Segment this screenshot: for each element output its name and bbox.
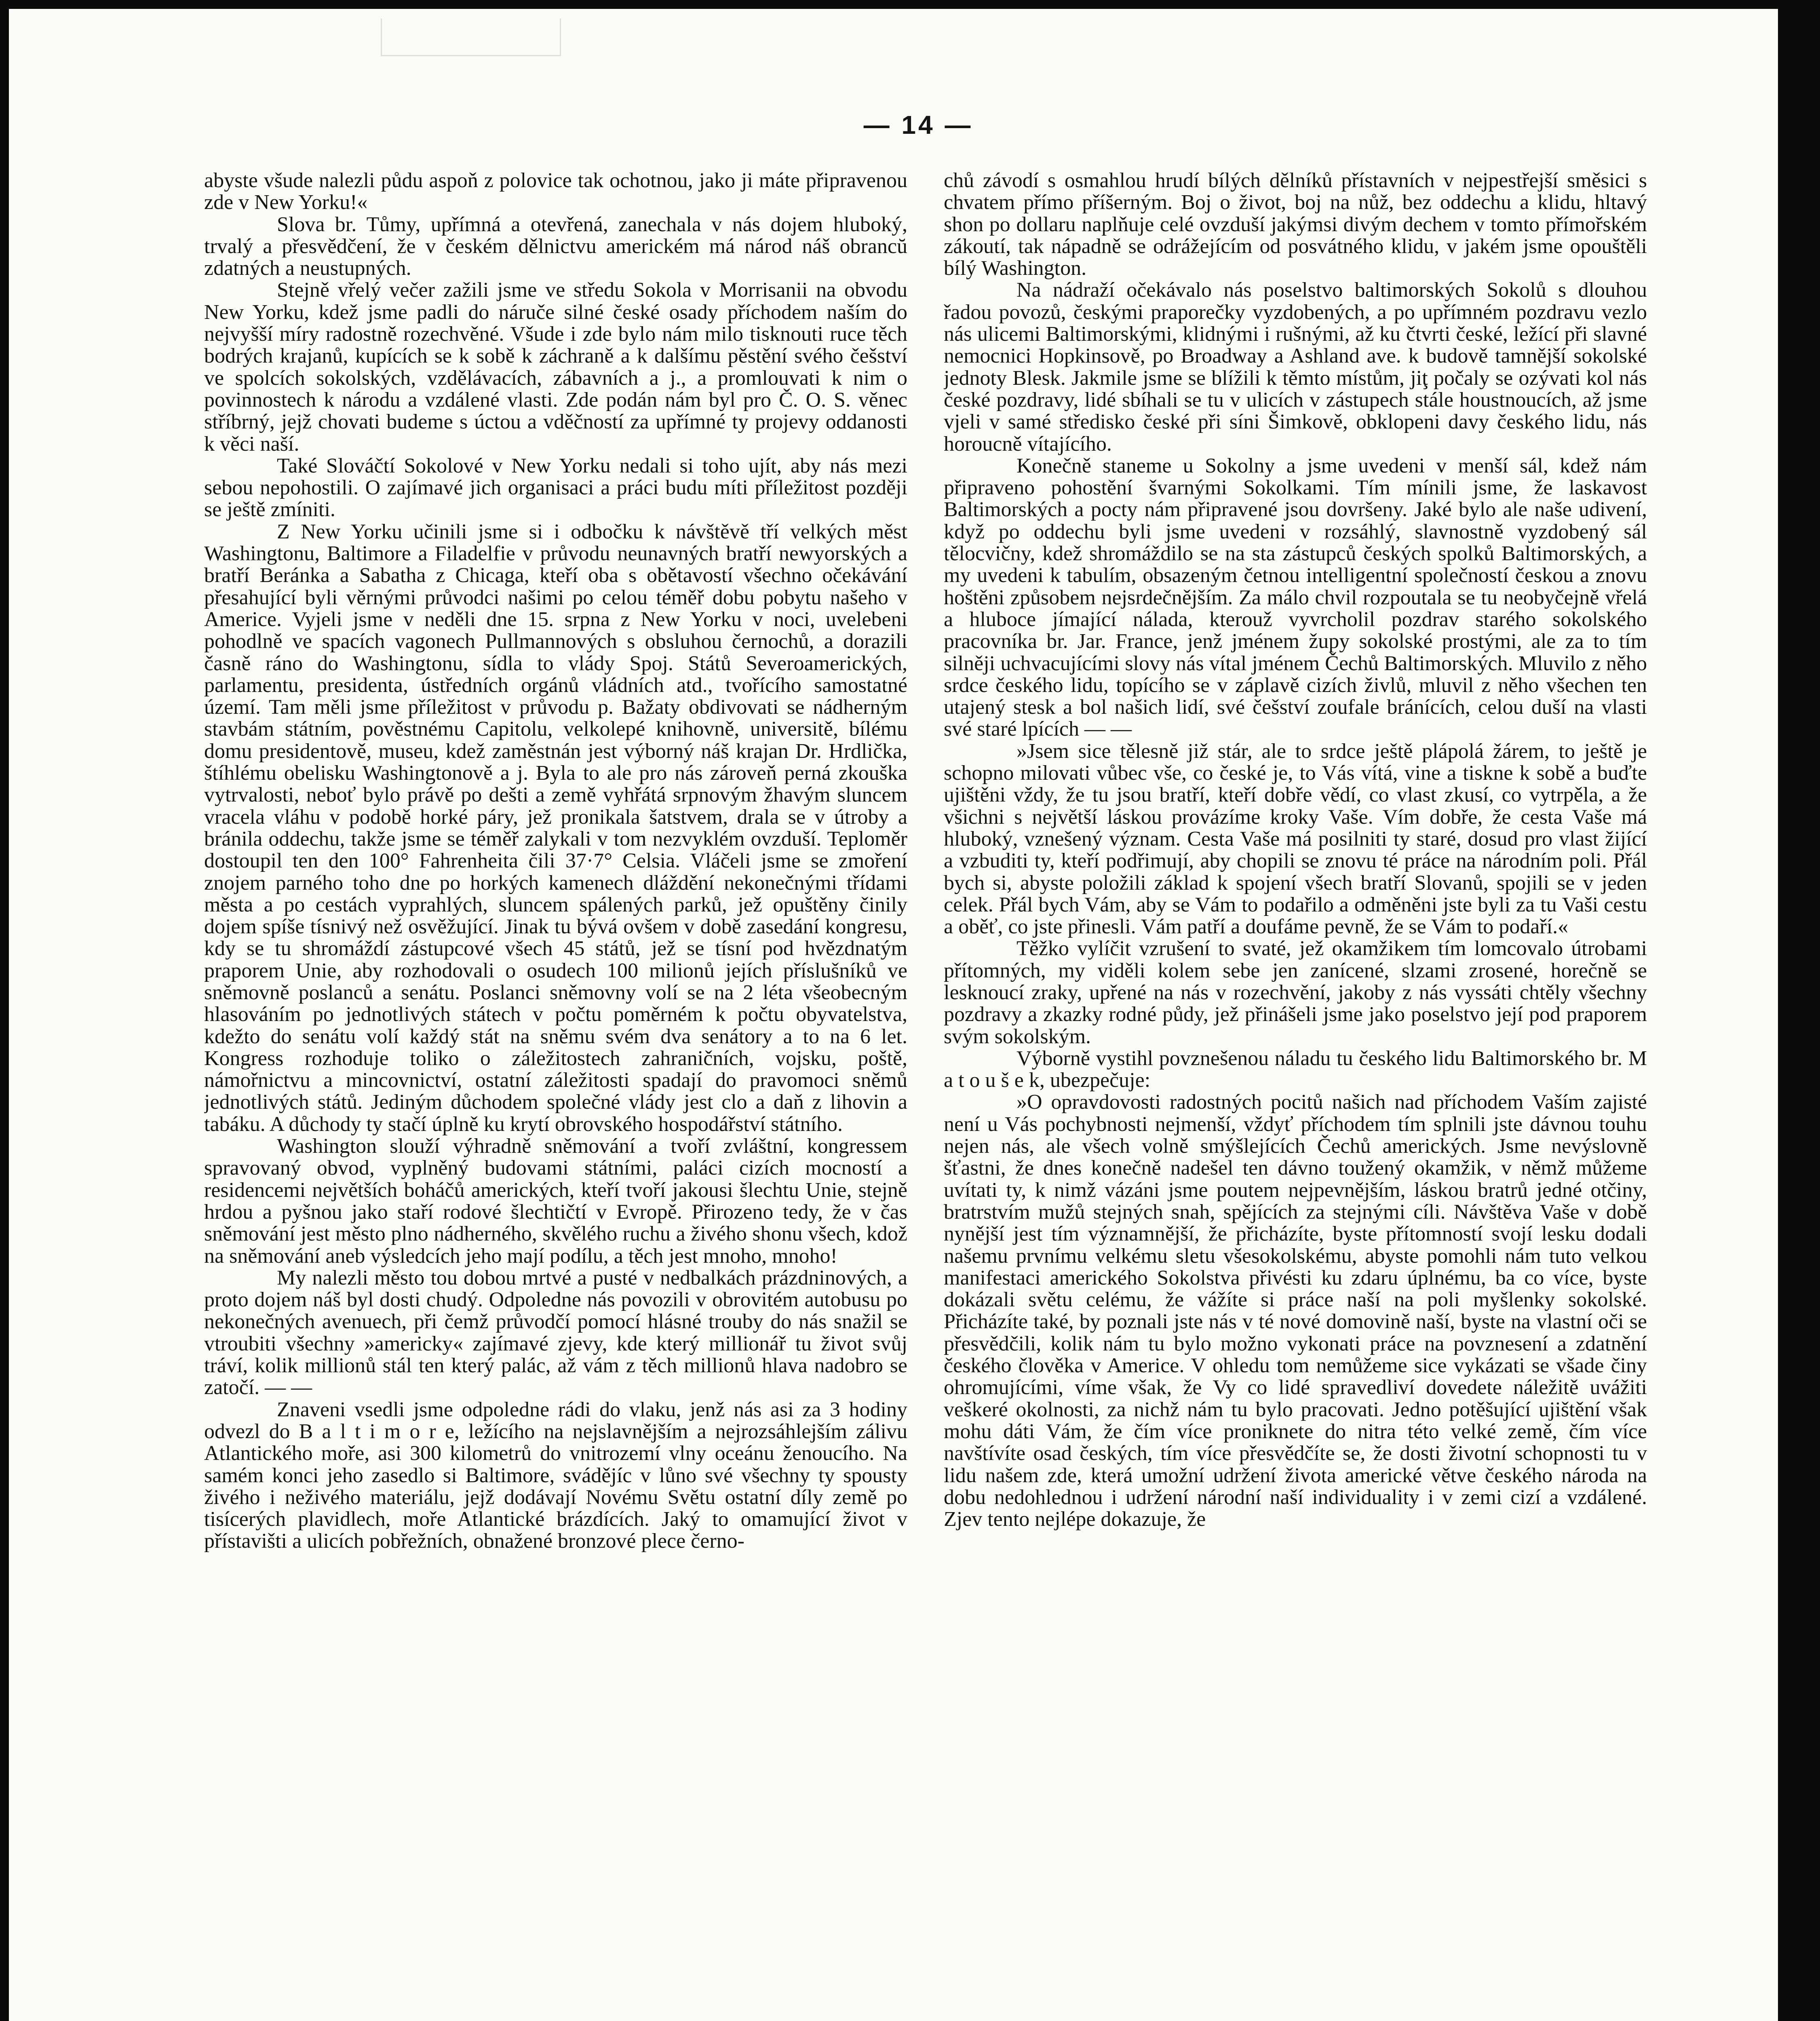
paragraph: »O opravdovosti radostných pocitů našich nad příchodem Vaším zajisté není u Vás pochybnosti nejmenší, vždyť příchodem tím splnili jste dávnou touhu nejen nás, ale všech volně smýšlejících Čechů amerických. Jsme nevýslovně šťastni, že dnes konečně nadešel ten dávno toužený okamžik, v němž můžeme uvítati ty, k nimž vázáni jsme poutem nejpevnějším, láskou bratrů jedné otčiny, bratrstvím mužů stejných snah, spějících za stejnými cíli. Návštěva Vaše v době nynější jest tím významnější, že přicházíte, byste přítomností svojí lesku dodali našemu prvnímu velkému sletu všesokolskému, abyste pomohli nám tuto velkou manifestaci amerického Sokolstva přivésti ku zdaru úplnému, ba co více, byste dokázali světu celému, že vážíte si práce naší na poli myšlenky sokolské. Přicházíte také, by poznali jste nás v té nové domovině naší, byste na vlastní oči se přesvědčili, kolik nám tu bylo možno vykonati práce na povznesení a zdatnění českého člověka v Americe. V ohledu tom nemůžeme sice vykázati se všade činy ohromujícími, víme však, že Vy co lidé spravedliví dovedete náležitě uvážiti veškeré okolnosti, za nichž nám tu bylo pracovati. Jedno potěšující ujištění však mohu dáti Vám, že čím více proniknete do nitra této velké země, čím více navštívíte osad českých, tím více přesvědčíte se, že dosti životní schopnosti tu v lidu našem zde, která umožní udržení života americké větve českého národa na dobu nedohlednou i udržení národní naší individuality i v zemi cizí a vzdálené. Zjev tento nejlépe dokazuje, že [944, 1091, 1647, 1531]
paragraph: chů závodí s osmahlou hrudí bílých dělníků přístavních v nejpestřejší směsici s chvatem přímo příšerným. Boj o život, boj na nůž, bez oddechu a klidu, hltavý shon po dollaru naplňuje celé ovzduší jakýmsi divým dechem v tomto přímořském zákoutí, tak nápadně se odrážejícím od posvátného klidu, v jakém jsme opouštěli bílý Washington. [944, 170, 1647, 280]
paragraph: »Jsem sice tělesně již stár, ale to srdce ještě plápolá žárem, to ještě je schopno milovati vůbec vše, co české je, to Vás vítá, vine a tiskne k sobě a buďte ujištěni vždy, že tu jsou bratří, kteří dobře vědí, co vlast zkusí, co vytrpěla, a že všichni s největší láskou provázíme kroky Vaše. Vím dobře, že cesta Vaše má hluboký, vznešený význam. Cesta Vaše má posilniti ty staré, dosud pro vlast žijící a vzbuditi ty, kteří podřimují, aby chopili se znovu té práce na národním poli. Přál bych si, abyste položili základ k spojení všech bratří Slovanů, spojili se v jeden celek. Přál bych Vám, aby se Vám to podařilo a odměněni jste byli za tu Vaši cestu a oběť, co jste přinesli. Vám patří a doufáme pevně, že se Vám to podaří.« [944, 739, 1647, 939]
scan-smudge-mark [381, 19, 561, 56]
paragraph: Slova br. Tůmy, upřímná a otevřená, zanechala v nás dojem hluboký, trvalý a přesvědčení, že v českém dělnictvu americkém má národ náš obrancŭ zdatných a neustupných. [204, 213, 907, 280]
paragraph: abyste všude nalezli půdu aspoň z polovice tak ochotnou, jako ji máte připravenou zde v New Yorku!« [204, 170, 907, 214]
left-column [204, 170, 907, 2021]
paragraph: Těžko vylíčit vzrušení to svaté, jež okamžikem tím lomcovalo útrobami přítomných, my viděli kolem sebe jen zanícené, slzami zrosené, horečně se lesknoucí zraky, upřené na nás v rozechvění, jakoby z nás vyssáti chtěly všechny pozdravy a zkazky rodné půdy, jež přinášeli jsme jako poselstvo její pod praporem svým sokolským. [944, 937, 1647, 1048]
paragraph: Znaveni vsedli jsme odpoledne rádi do vlaku, jenž nás asi za 3 hodiny odvezl do B a l t i m o r e, ležícího na nejslavnějším a nejrozsáhlejším zálivu Atlantického moře, asi 300 kilometrů do vnitrozemí vlny oceánu ženoucího. Na samém konci jeho zasedlo si Baltimore, svádějíc v lůno své všechny ty spousty živého i neživého materiálu, jejž dodávají Novému Světu ostatní díly země po tisícerých plavidlech, moře Atlantické brázdících. Jaký to omamující život v přístavišti a ulicích pobřežních, obnažené bronzové plece černo- [204, 1398, 907, 1553]
paragraph: Washington slouží výhradně sněmování a tvoří zvláštní, kongressem spravovaný obvod, vyplněný budovami státními, paláci cizích mocností a residencemi největších boháčů amerických, kteří tvoří jakousi šlechtu Unie, stejně hrdou a pyšnou jako staří rodové šlechtičtí v Evropě. Přirozeno tedy, že v čas sněmování jest město plno nádherného, skvělého ruchu a živého shonu všech, kdož na sněmování aneb výsledcích jeho mají podílu, a těch jest mnoho, mnoho! [204, 1135, 907, 1268]
paragraph: Stejně vřelý večer zažili jsme ve středu Sokola v Morrisanii na obvodu New Yorku, kdež jsme padli do náruče silné české osady příchodem naším do nejvyšší míry radostně rozechvěné. Všude i zde bylo nám milo tisknouti ruce těch bodrých krajanů, kupících se k sobě k záchraně a k dalšímu pěstění svého češství ve spolcích sokolských, vzdělávacích, zábavních a j., a promlouvati k nim o povinnostech k národu a vzdálené vlasti. Zde podán nám byl pro Č. O. S. věnec stříbrný, jejž chovati budeme s úctou a vděčností za upřímné ty projevy oddanosti k věci naší. [204, 278, 907, 456]
page-number: — 14 — [863, 110, 973, 139]
paragraph: Z New Yorku učinili jsme si i odbočku k návštěvě tří velkých měst Washingtonu, Baltimore a Filadelfie v průvodu neunavných bratří newyorských a bratří Beránka a Sabatha z Chicaga, kteří oba s obětavostí všechno očekávání přesahující byli věrnými průvodci našimi po celou téměř dobu pobytu našeho v Americe. Vyjeli jsme v neděli dne 15. srpna z New Yorku v noci, uvelebeni pohodlně ve spacích vagonech Pullmannových s obsluhou černochů, a dorazili časně ráno do Washingtonu, sídla to vlády Spoj. Států Severoamerických, parlamentu, presidenta, ústředních orgánů vládních atd., tvořícího samostatné území. Tam měli jsme příležitost v průvodu p. Bažaty obdivovati se nádherným stavbám státním, pověstnému Capitolu, velkolepé knihovně, universitě, bílému domu presidentově, museu, kdež zaměstnán jest výborný náš krajan Dr. Hrdlička, štíhlému obelisku Washingtonově a j. Byla to ale pro nás zároveň perná zkouška vytrvalosti, neboť bylo právě po dešti a země vyhřátá srpnovým žhavým sluncem vracela vláhu v podobě horké páry, jež pronikala šatstvem, drala se v útroby a bránila oddechu, takže jsme se téměř zalykali v tom nezvyklém ovzduší. Teploměr dostoupil ten den 100° Fahrenheita čili 37·7° Celsia. Vláčeli jsme se zmoření znojem parného toho dne po horkých kamenech dláždění nekonečnými třídami města a po cestách vyprahlých, sluncem spálených parků, jež opuštěny činily dojem spíše tísnivý než osvěžující. Jinak tu bývá ovšem v době zasedání kongresu, kdy se tu shromáždí zástupcové všech 45 států, jež se tísní pod hvězdnatým praporem Unie, aby rozhodovali o osudech 100 milionů jejích příslušníků ve sněmovně poslanců a senátu. Poslanci sněmovny volí se na 2 léta všeobecným hlasováním po jednotlivých státech v počtu poměrném k počtu obyvatelstva, kdežto do senátu volí každý stát na sněmu svém dva senátory a to na 6 let. Kongress rozhoduje toliko o záležitostech zahraničních, vojsku, poště, námořnictvu a mincovnictví, ostatní záležitosti spadají do pravomoci sněmů jednotlivých států. Jediným důchodem společné vlády jest clo a daň z lihovin a tabáku. A důchody ty stačí úplně ku krytí obrovského hospodářství státního. [204, 520, 907, 1136]
paragraph: My nalezli město tou dobou mrtvé a pusté v nedbalkách prázdninových, a proto dojem náš byl dosti chudý. Odpoledne nás povozili v obrovitém autobusu po nekonečných avenuech, při čemž průvodčí pomocí hlásné trouby do nás snažil se vtroubiti všechny »americky« zajímavé zjevy, kde který millionář tu život svůj tráví, kolik millionů stál ten který palác, až vám z těch millionů hlava nadobro se zatočí. — — [204, 1266, 907, 1399]
paragraph: Na nádraží očekávalo nás poselstvo baltimorských Sokolů s dlouhou řadou povozů, českými praporečky vyzdobených, a po upřímném pozdravu vezlo nás ulicemi Baltimorskými, klidnými i rušnými, až ku čtvrti české, ležící při slavné nemocnici Hopkinsově, po Broadway a Ashland ave. k budově tamnější sokolské jednoty Blesk. Jakmile jsme se blížili k těmto místům, jiţ počaly se ozývati kol nás české pozdravy, lidé sbíhali se tu v ulicích v zástupech stále houstnoucích, až jsme vjeli v samé středisko české při síni Šimkově, obklopeni davy českého lidu, nás horoucně vítajícího. [944, 278, 1647, 456]
right-column [944, 170, 1647, 2021]
paragraph: Také Slováčtí Sokolové v New Yorku nedali si toho ujít, aby nás mezi sebou nepohostili. O zajímavé jich organisaci a práci budu míti příležitost později se ještě zmíniti. [204, 454, 907, 521]
paragraph: Konečně staneme u Sokolny a jsme uvedeni v menší sál, kdež nám připraveno pohostění švarnými Sokolkami. Tím mínili jsme, že laskavost Baltimorských a pocty nám připravené jsou dovršeny. Jaké bylo ale naše udivení, když po oddechu byli jsme uvedeni v rozsáhlý, slavnostně vyzdobený sál tělocvičny, kdež shromáždilo se na sta zástupců českých spolků Baltimorských, a my uvedeni k tabulím, obsazeným četnou intelligentní společností českou a znovu hoštěni způsobem nejsrdečnějším. Za málo chvil rozpoutala se tu neobyčejně vřelá a hluboce jímající nálada, kterouž vyvrcholil pozdrav starého sokolského pracovníka br. Jar. France, jenž jménem župy sokolské prostými, ale za to tím silněji uchvacujícími slovy nás vítal jménem Čechů Baltimorských. Mluvilo z něho srdce českého lidu, topícího se v záplavě cizích živlů, mluvil z něho všechen ten utajený stesk a bol našich lidí, své češství zoufale bránících, celou duší na vlasti své staré lpících — — [944, 454, 1647, 741]
paragraph: Výborně vystihl povznešenou náladu tu českého lidu Baltimorského br. M a t o u š e k, ubezpečuje: [944, 1046, 1647, 1092]
